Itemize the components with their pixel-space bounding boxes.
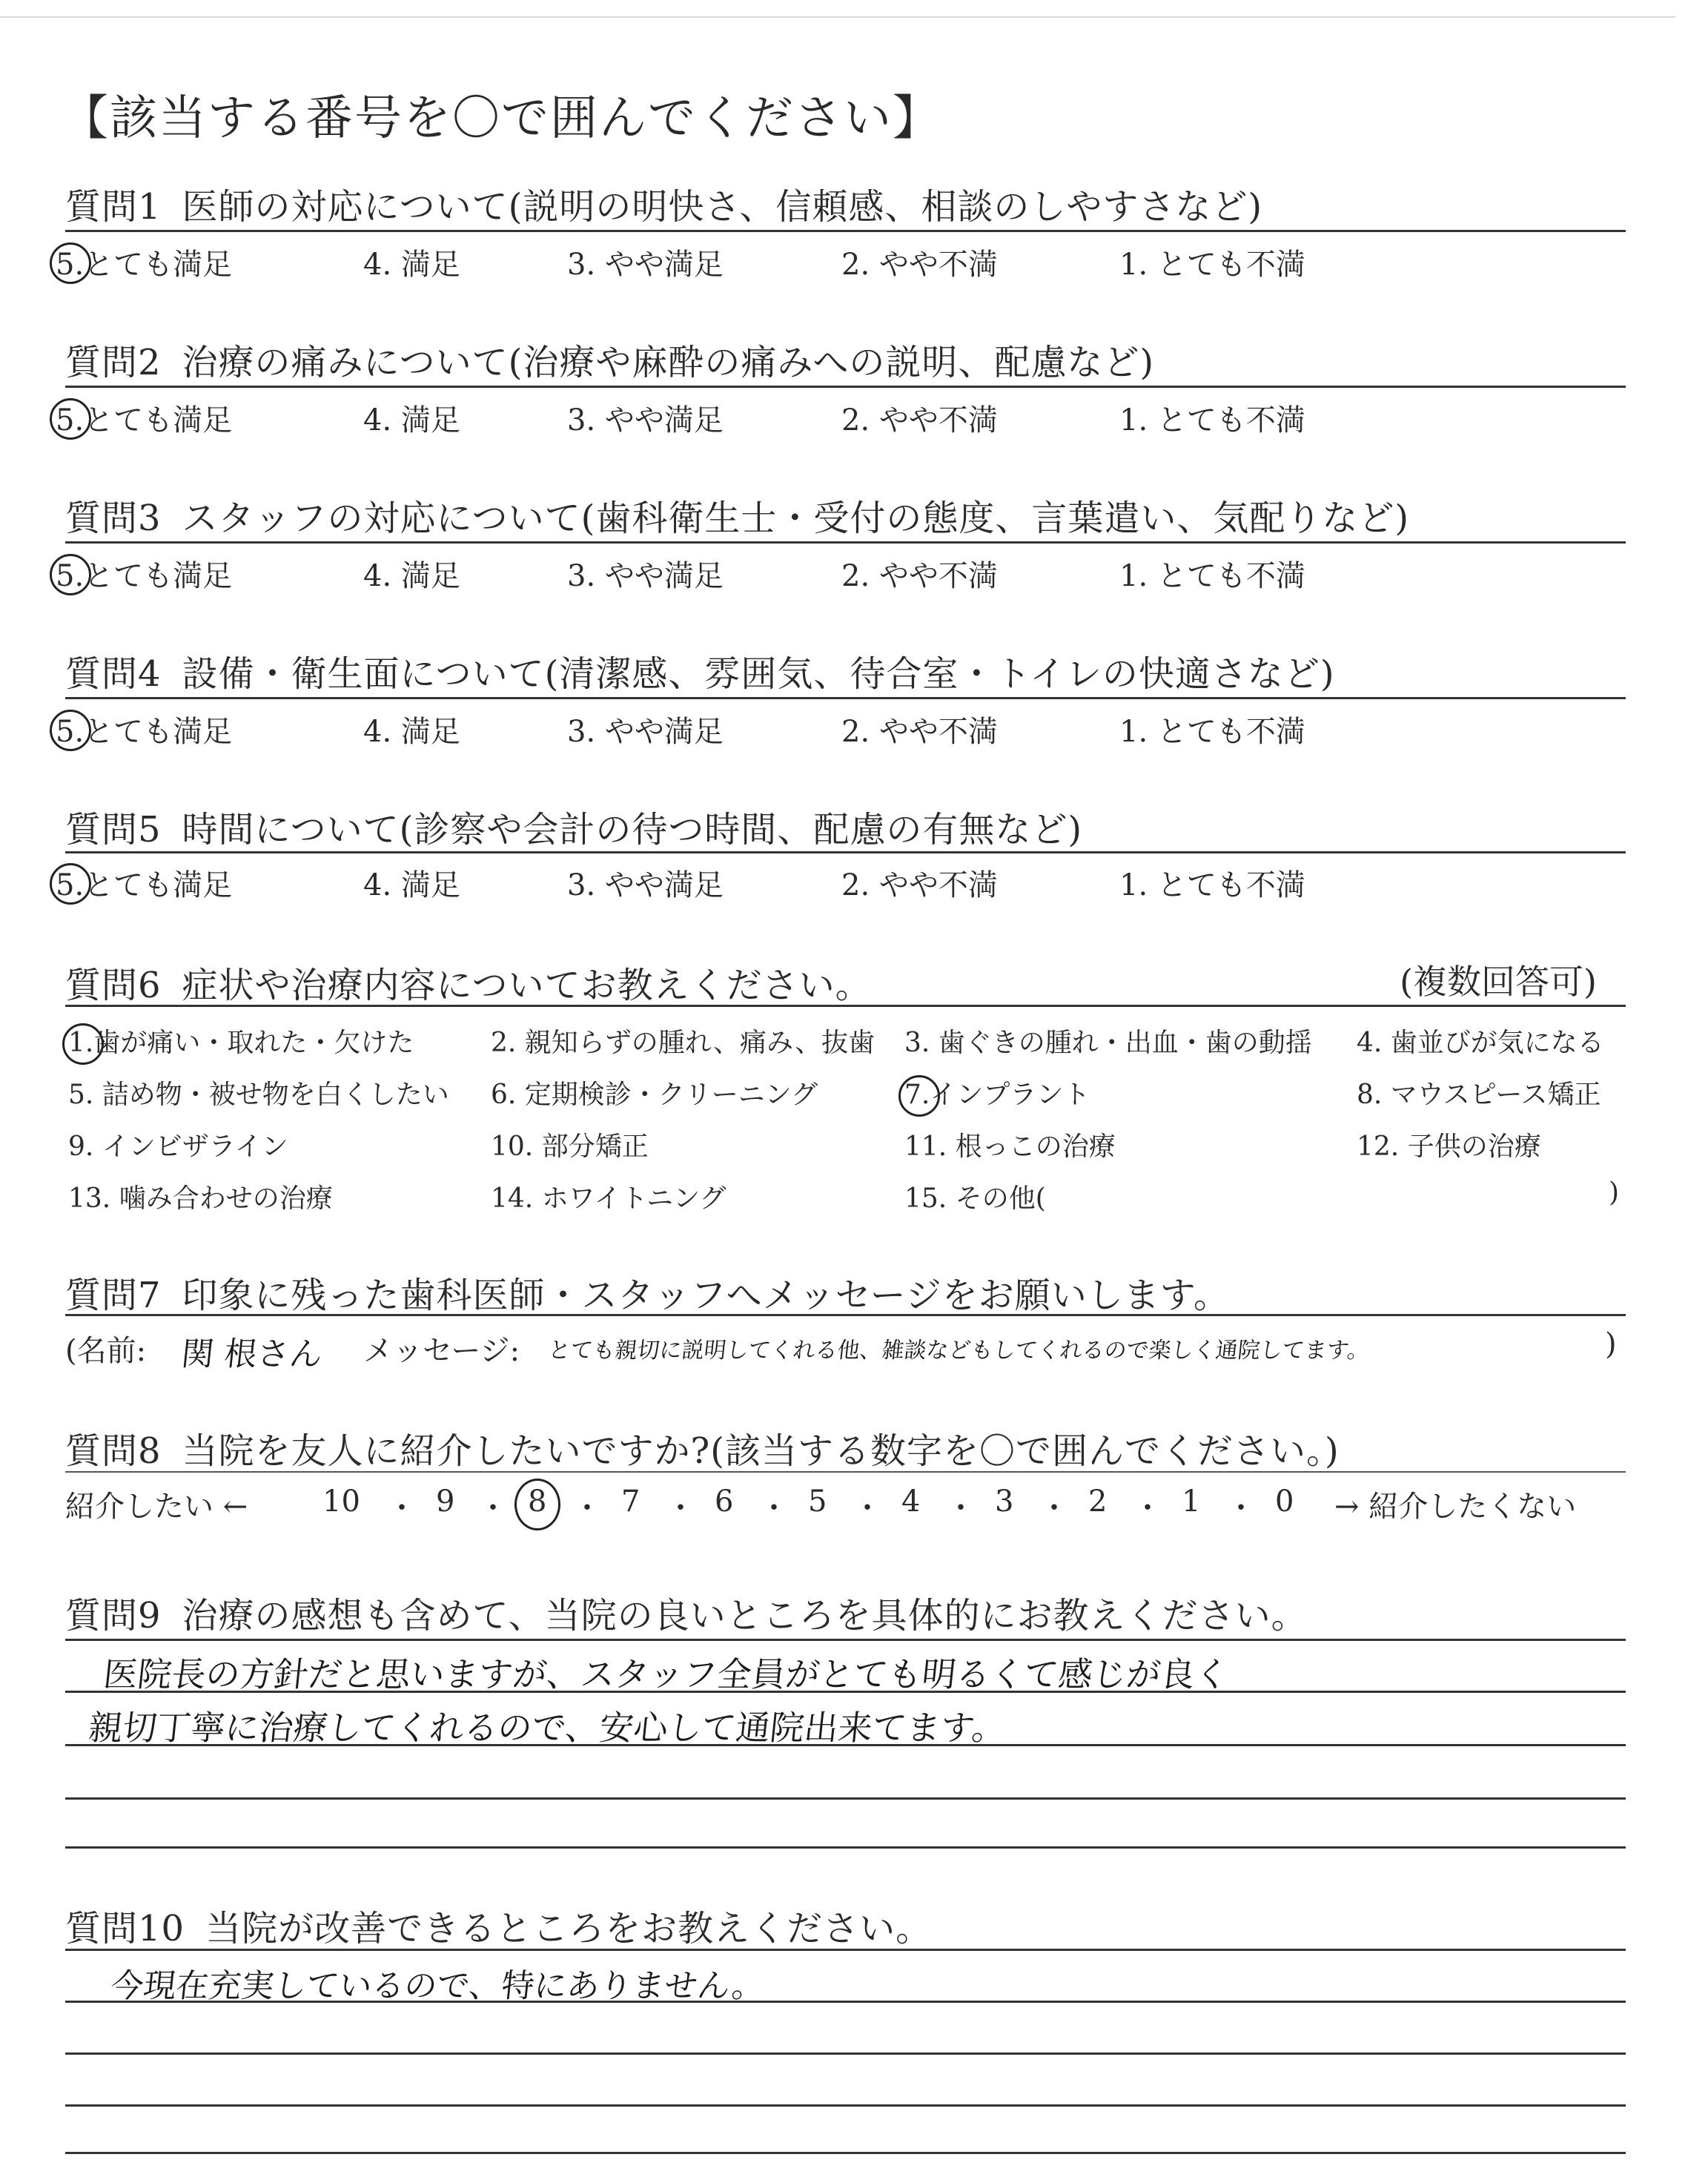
divider <box>65 1314 1626 1316</box>
scale-separator: ・ <box>478 1491 508 1525</box>
divider <box>65 1471 1626 1473</box>
scale-separator: ・ <box>572 1491 602 1525</box>
q5-option-4[interactable]: 4. 満足 <box>363 868 460 902</box>
symptom-option-6[interactable]: 6. 定期検診・クリーニング <box>491 1080 818 1110</box>
answer-line <box>65 1744 1626 1746</box>
instruction-title: 【該当する番号を〇で囲んでください】 <box>61 91 941 146</box>
q5-option-2[interactable]: 2. やや不満 <box>841 868 998 902</box>
symptom-option-15-other[interactable]: 15. その他( <box>904 1183 1046 1214</box>
q1-option-2[interactable]: 2. やや不満 <box>841 248 998 282</box>
q3-option-2[interactable]: 2. やや不満 <box>841 559 998 593</box>
message-label: メッセージ: <box>363 1334 520 1368</box>
message-handwritten[interactable]: とても親切に説明してくれる他、雑談などもしてくれるので楽しく通院してます。 <box>546 1338 1371 1364</box>
q2-option-3[interactable]: 3. やや満足 <box>567 403 724 437</box>
scale-0[interactable]: 0 <box>1275 1484 1294 1519</box>
answer-line <box>65 2152 1626 2154</box>
question-text: 治療の感想も含めて、当院の良いところを具体的にお教えください。 <box>182 1595 1308 1636</box>
question-5 <box>65 801 1082 852</box>
q1-option-5-selected[interactable]: 5.とても満足 <box>56 241 232 283</box>
q4-option-2[interactable]: 2. やや不満 <box>841 715 998 749</box>
answer-line <box>65 1949 1626 1951</box>
q3-option-5-selected[interactable]: 5.とても満足 <box>56 552 232 595</box>
recommend-right-label: → 紹介したくない <box>1334 1490 1577 1524</box>
scale-1[interactable]: 1 <box>1182 1484 1201 1519</box>
symptom-option-9[interactable]: 9. インビザライン <box>68 1132 288 1162</box>
divider <box>65 230 1626 232</box>
q1-option-3[interactable]: 3. やや満足 <box>567 248 724 282</box>
scale-10[interactable]: 10 <box>322 1484 360 1519</box>
question-text: 印象に残った歯科医師・スタッフへメッセージをお願いします。 <box>182 1275 1230 1316</box>
q2-option-5-selected[interactable]: 5.とても満足 <box>56 397 232 439</box>
answer-line <box>65 1846 1626 1849</box>
question-number: 質問10 <box>65 1908 185 1949</box>
question-text: 設備・衛生面について(清潔感、雰囲気、待合室・トイレの快適さなど) <box>182 653 1335 695</box>
symptom-option-2[interactable]: 2. 親知らずの腫れ、痛み、抜歯 <box>491 1028 875 1058</box>
symptom-option-7-selected[interactable]: 7.インプラント <box>904 1074 1090 1112</box>
answer-line <box>65 2001 1626 2003</box>
answer-line <box>65 1639 1626 1641</box>
scale-separator: ・ <box>1039 1491 1069 1525</box>
scale-separator: ・ <box>1226 1491 1256 1525</box>
symptom-option-5[interactable]: 5. 詰め物・被せ物を白くしたい <box>68 1080 449 1110</box>
answer-line <box>65 1797 1626 1800</box>
question-7 <box>65 1266 1230 1318</box>
question-8 <box>65 1422 1340 1473</box>
symptom-option-8[interactable]: 8. マウスピース矯正 <box>1357 1080 1601 1110</box>
q2-option-4[interactable]: 4. 満足 <box>363 403 460 437</box>
question-number: 質問6 <box>65 965 162 1006</box>
answer-line <box>65 2052 1626 2055</box>
selected-circle-mark <box>514 1479 560 1530</box>
symptom-option-12[interactable]: 12. 子供の治療 <box>1357 1132 1541 1162</box>
question-9 <box>65 1587 1308 1638</box>
scale-separator: ・ <box>946 1491 976 1525</box>
multiple-answers-note: (複数回答可) <box>1400 962 1597 1002</box>
question-number: 質問5 <box>65 809 162 851</box>
question-text: 症状や治療内容についてお教えください。 <box>182 965 872 1006</box>
question-text: 当院が改善できるところをお教えください。 <box>205 1908 933 1949</box>
scale-3[interactable]: 3 <box>995 1484 1014 1519</box>
q2-option-1[interactable]: 1. とても不満 <box>1119 403 1305 437</box>
question-number: 質問3 <box>65 498 162 539</box>
divider <box>65 386 1626 388</box>
q9-answer-line-1[interactable]: 医院長の方針だと思いますが、スタッフ全員がとても明るくて感じが良く <box>101 1654 1231 1694</box>
divider <box>65 697 1626 699</box>
question-number: 質問8 <box>65 1430 162 1472</box>
divider <box>65 851 1626 853</box>
symptom-option-4[interactable]: 4. 歯並びが気になる <box>1357 1028 1604 1058</box>
name-handwritten[interactable]: 関 根さん <box>179 1335 325 1373</box>
answer-line <box>65 1691 1626 1693</box>
scale-6[interactable]: 6 <box>715 1484 734 1519</box>
q5-option-5-selected[interactable]: 5.とても満足 <box>56 862 232 904</box>
divider <box>65 541 1626 544</box>
question-text: 時間について(診察や会計の待つ時間、配慮の有無など) <box>182 809 1083 851</box>
q10-answer-line-1[interactable]: 今現在充実しているので、特にありません。 <box>108 1967 767 2005</box>
question-number: 質問1 <box>65 186 162 228</box>
scale-separator: ・ <box>1133 1491 1162 1525</box>
scale-separator: ・ <box>387 1491 417 1525</box>
scale-separator: ・ <box>666 1491 695 1525</box>
q4-option-5-selected[interactable]: 5.とても満足 <box>56 708 232 750</box>
q3-option-4[interactable]: 4. 満足 <box>363 559 460 593</box>
scale-9[interactable]: 9 <box>436 1484 455 1519</box>
q4-option-4[interactable]: 4. 満足 <box>363 715 460 749</box>
q5-option-3[interactable]: 3. やや満足 <box>567 868 724 902</box>
question-6 <box>65 957 872 1008</box>
scale-5[interactable]: 5 <box>808 1484 827 1519</box>
name-label: (名前: <box>65 1334 147 1368</box>
scale-8-selected[interactable]: 8 <box>528 1484 547 1519</box>
q1-option-4[interactable]: 4. 満足 <box>363 248 460 282</box>
scale-4[interactable]: 4 <box>901 1484 921 1519</box>
symptom-option-11[interactable]: 11. 根っこの治療 <box>904 1132 1116 1162</box>
question-text: 当院を友人に紹介したいですか?(該当する数字を〇で囲んでください。) <box>182 1430 1340 1472</box>
other-close-paren: ) <box>1609 1178 1620 1208</box>
question-number: 質問4 <box>65 653 162 695</box>
q4-option-1[interactable]: 1. とても不満 <box>1119 715 1305 749</box>
symptom-option-3[interactable]: 3. 歯ぐきの腫れ・出血・歯の動揺 <box>904 1028 1312 1058</box>
q3-option-3[interactable]: 3. やや満足 <box>567 559 724 593</box>
recommend-left-label: 紹介したい ← <box>65 1490 248 1524</box>
question-3 <box>65 489 1409 541</box>
scale-2[interactable]: 2 <box>1088 1484 1108 1519</box>
question-4 <box>65 645 1335 696</box>
question-1 <box>65 178 1262 229</box>
q5-option-1[interactable]: 1. とても不満 <box>1119 868 1305 902</box>
q9-answer-line-2[interactable]: 親切丁寧に治療してくれるので、安心して通院出来てます。 <box>86 1708 1008 1748</box>
question-number: 質問7 <box>65 1275 162 1316</box>
scale-separator: ・ <box>759 1491 789 1525</box>
symptom-option-1-selected[interactable]: 1.歯が痛い・取れた・欠けた <box>68 1022 414 1060</box>
symptom-option-14[interactable]: 14. ホワイトニング <box>491 1183 726 1214</box>
divider <box>65 1005 1626 1007</box>
question-number: 質問2 <box>65 342 162 383</box>
message-close-paren: ) <box>1605 1327 1617 1361</box>
answer-line <box>65 2104 1626 2107</box>
q1-option-1[interactable]: 1. とても不満 <box>1119 248 1305 282</box>
q4-option-3[interactable]: 3. やや満足 <box>567 715 724 749</box>
symptom-option-10[interactable]: 10. 部分矯正 <box>491 1132 649 1162</box>
scale-7[interactable]: 7 <box>621 1484 640 1519</box>
q3-option-1[interactable]: 1. とても不満 <box>1119 559 1305 593</box>
q2-option-2[interactable]: 2. やや不満 <box>841 403 998 437</box>
symptom-option-13[interactable]: 13. 噛み合わせの治療 <box>68 1183 333 1214</box>
question-10 <box>65 1900 932 1951</box>
question-text: 治療の痛みについて(治療や麻酔の痛みへの説明、配慮など) <box>182 342 1155 383</box>
question-text: 医師の対応について(説明の明快さ、信頼感、相談のしやすさなど) <box>182 186 1263 228</box>
question-2 <box>65 334 1154 385</box>
question-text: スタッフの対応について(歯科衛生士・受付の態度、言葉遣い、気配りなど) <box>182 498 1410 539</box>
scale-separator: ・ <box>853 1491 882 1525</box>
scan-top-edge <box>0 16 1675 18</box>
question-number: 質問9 <box>65 1595 162 1636</box>
